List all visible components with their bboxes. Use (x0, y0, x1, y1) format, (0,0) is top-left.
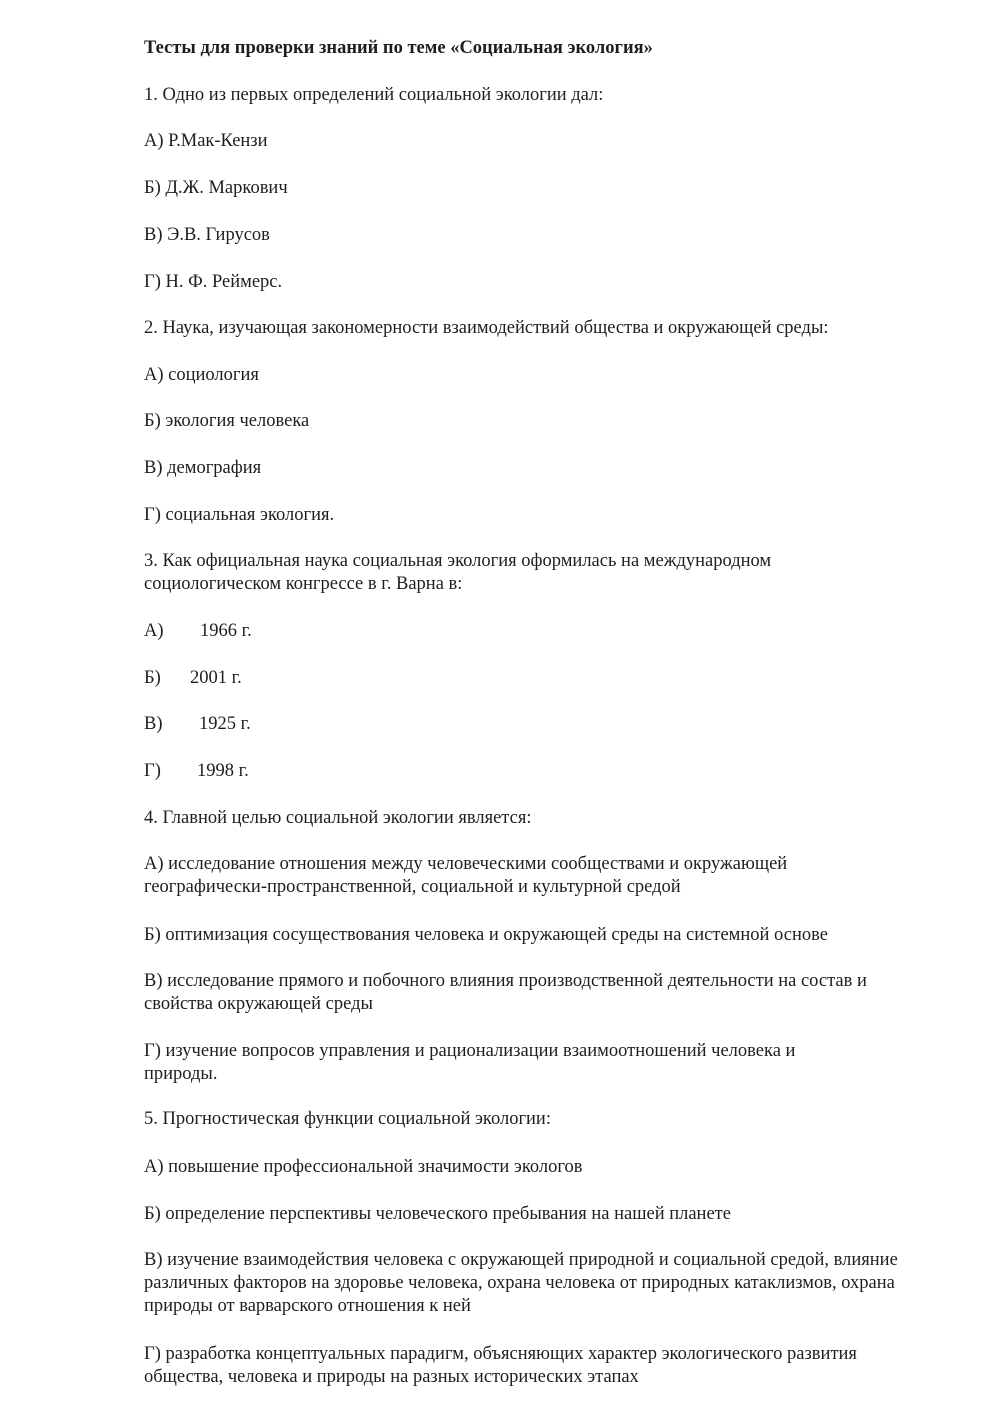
question-3-option-d-label: Г) (144, 761, 161, 781)
question-1-option-b: Б) Д.Ж. Маркович (144, 178, 288, 198)
question-3-option-c-label: В) (144, 714, 163, 734)
question-3-text: 3. Как официальная наука социальная экология оформилась на международном социологическом конгрессе в г. Варна в: (144, 551, 772, 594)
question-4-option-a: А) исследование отношения между человеческими сообществами и окружающей географически-пространственной, социальной и культурной средой (144, 854, 788, 897)
question-1-option-d: Г) Н. Ф. Реймерс. (144, 272, 283, 292)
question-5-option-c: В) изучение взаимодействия человека с окружающей природной и социальной средой, влияние различных факторов на здоровье человека, охрана человека от природных катаклизмов, охрана природы от варварского отношения к ней (144, 1250, 898, 1316)
question-3-option-a-value: 1966 г. (200, 621, 252, 641)
question-3-option-b-value: 2001 г. (190, 668, 242, 688)
question-4-text: 4. Главной целью социальной экологии является: (144, 808, 532, 828)
question-4-option-b: Б) оптимизация сосуществования человека и окружающей среды на системной основе (144, 925, 828, 945)
question-5-option-d: Г) разработка концептуальных парадигм, объясняющих характер экологического развития общества, человека и природы на разных исторических этапах (144, 1344, 857, 1387)
question-4-option-d: Г) изучение вопросов управления и рационализации взаимоотношений человека и природы. (144, 1041, 796, 1084)
document-title: Тесты для проверки знаний по теме «Социальная экология» (144, 38, 653, 58)
question-2-option-b: Б) экология человека (144, 411, 310, 431)
question-4-option-c: В) исследование прямого и побочного влияния производственной деятельности на состав и свойства окружающей среды (144, 971, 867, 1014)
question-2-option-d: Г) социальная экология. (144, 505, 335, 525)
question-3-option-a-label: А) (144, 621, 164, 641)
question-3-option-d-value: 1998 г. (197, 761, 249, 781)
question-5-option-b: Б) определение перспективы человеческого пребывания на нашей планете (144, 1204, 731, 1224)
question-1-option-a: А) Р.Мак-Кензи (144, 131, 268, 151)
question-5-text: 5. Прогностическая функции социальной экологии: (144, 1109, 551, 1129)
question-1-text: 1. Одно из первых определений социальной экологии дал: (144, 85, 604, 105)
question-3-option-b-label: Б) (144, 668, 161, 688)
question-1-option-c: В) Э.В. Гирусов (144, 225, 270, 245)
question-3-option-c-value: 1925 г. (199, 714, 251, 734)
question-2-text: 2. Наука, изучающая закономерности взаимодействий общества и окружающей среды: (144, 318, 829, 338)
question-2-option-a: А) социология (144, 365, 259, 385)
question-5-option-a: А) повышение профессиональной значимости экологов (144, 1157, 583, 1177)
question-2-option-c: В) демография (144, 458, 262, 478)
